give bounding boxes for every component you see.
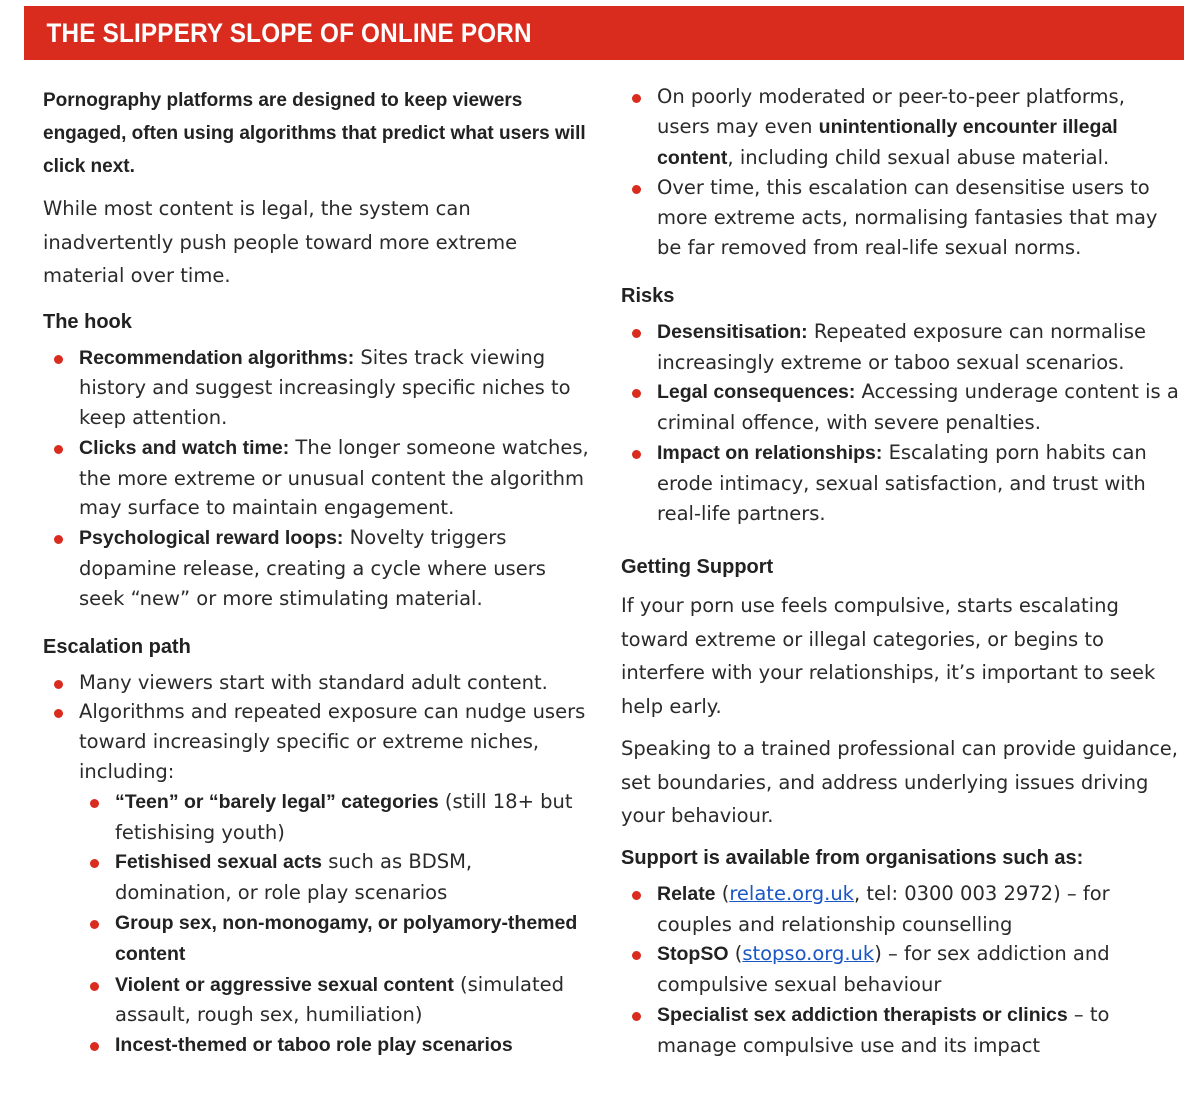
list-item: Psychological reward loops: Novelty triggers dopamine release, creating a cycle where users seek “new” or more stimulating material. <box>43 523 591 613</box>
intro-paragraph: While most content is legal, the system can inadvertently push people toward more extreme material over time. <box>43 197 518 287</box>
left-column <box>43 82 591 1061</box>
relate-link[interactable]: relate.org.uk <box>729 881 854 905</box>
right-column <box>621 82 1181 1061</box>
list-item: Specialist sex addiction therapists or clinics – to manage compulsive use and its impact <box>621 1000 1181 1061</box>
list-item: Desensitisation: Repeated exposure can normalise increasingly extreme or taboo sexual scenarios. <box>621 317 1181 378</box>
orgs-heading: Support is available from organisations such as: <box>621 846 1084 869</box>
list-item: Impact on relationships: Escalating porn habits can erode intimacy, sexual satisfaction, and trust with real-life partners. <box>621 438 1181 528</box>
list-item: Group sex, non-monogamy, or polyamory-themed content <box>79 908 591 970</box>
list-item: Fetishised sexual acts such as BDSM, domination, or role play scenarios <box>79 847 591 908</box>
list-item: Recommendation algorithms: Sites track viewing history and suggest increasingly specific niches to keep attention. <box>43 343 591 433</box>
orgs-list <box>621 879 1181 1061</box>
list-item: Violent or aggressive sexual content (simulated assault, rough sex, humiliation) <box>79 970 591 1031</box>
escalation-heading: Escalation path <box>43 635 191 658</box>
risks-heading: Risks <box>621 284 675 307</box>
support-paragraph-2: Speaking to a trained professional can provide guidance, set boundaries, and address underlying issues driving your behaviour. <box>621 737 1178 828</box>
hook-list <box>43 343 591 614</box>
escalation-continued-list <box>621 82 1181 263</box>
list-item: On poorly moderated or peer-to-peer platforms, users may even unintentionally encounter illegal content, including child sexual abuse material. <box>621 82 1181 173</box>
list-item: Over time, this escalation can desensitise users to more extreme acts, normalising fantasies that may be far removed from real-life sexual norms. <box>621 173 1181 262</box>
list-item: Relate (relate.org.uk, tel: 0300 003 2972) – for couples and relationship counselling <box>621 879 1181 940</box>
support-paragraph-1: If your porn use feels compulsive, starts escalating toward extreme or illegal categories, or begins to interfere with your relationships, it’s important to seek help early. <box>621 594 1156 718</box>
list-item: Many viewers start with standard adult content. <box>43 668 591 698</box>
support-heading: Getting Support <box>621 556 774 579</box>
niche-list <box>79 787 591 1061</box>
title-banner <box>24 6 1184 60</box>
page-title: THE SLIPPERY SLOPE OF ONLINE PORN <box>46 18 532 48</box>
hook-heading: The hook <box>43 310 132 333</box>
list-item: StopSO (stopso.org.uk) – for sex addiction and compulsive sexual behaviour <box>621 939 1181 1000</box>
list-item: “Teen” or “barely legal” categories (still 18+ but fetishising youth) <box>79 787 591 848</box>
lead-paragraph: Pornography platforms are designed to keep viewers engaged, often using algorithms that predict what users will click next. <box>43 90 586 177</box>
list-item: Legal consequences: Accessing underage content is a criminal offence, with severe penalties. <box>621 377 1181 438</box>
list-item: Incest-themed or taboo role play scenarios <box>79 1030 591 1061</box>
list-item: Clicks and watch time: The longer someone watches, the more extreme or unusual content the algorithm may surface to maintain engagement. <box>43 433 591 523</box>
stopso-link[interactable]: stopso.org.uk <box>742 942 875 966</box>
escalation-list <box>43 668 591 1061</box>
risks-list <box>621 317 1181 529</box>
list-item: Algorithms and repeated exposure can nudge users toward increasingly specific or extreme niches, including: “Teen” or “barely legal” categories (still 18+ but fetishising youth) Fetishised sexual acts such as BDSM, domination, or role play scenarios Group sex, non-monogamy, or polyamory-themed content Violent or aggressive sexual content (simulated assault, rough sex, humiliation) Incest-themed or taboo role play scenarios <box>43 697 591 1061</box>
